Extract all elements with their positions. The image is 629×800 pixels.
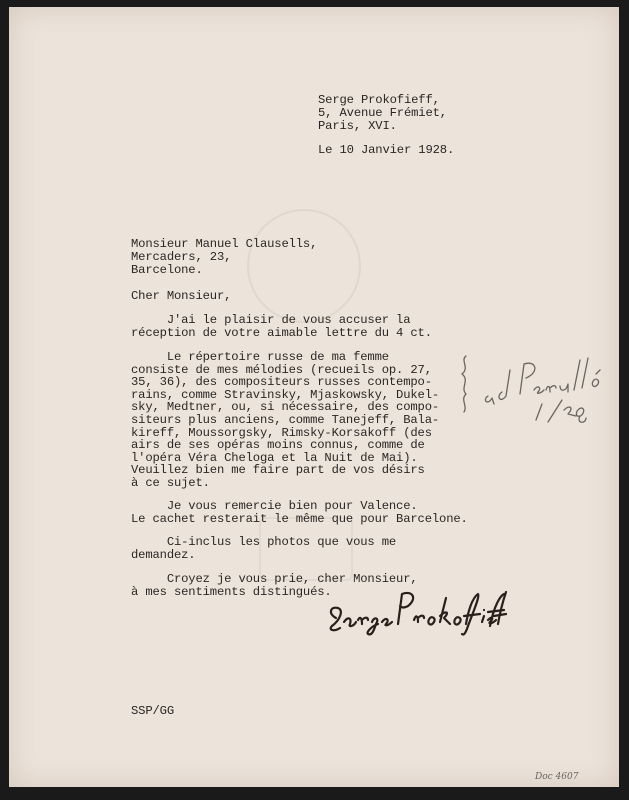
signature: [322, 576, 507, 638]
paragraph-repertoire: Le répertoire russe de ma femme consiste de mes mélodies (recueils op. 27, 35, 36), des compositeurs russes contempo- rains, comme Stravinsky, Mjaskowsky, Dukel- sky, Medtner, ou, si nécessaire, des compo- siteurs plus anciens, comme Tanejeff, Bala- kireff, Moussorgsky, Rimsky-Korsakoff (des airs de ses opéras moins connus, comme de l'opéra Véra Cheloga et la Nuit de Mai). Veuillez bien me faire part de vos désirs à ce sujet.: [131, 350, 440, 490]
recipient-line-3: Barcelone.: [131, 263, 203, 277]
typist-initials: SSP/GG: [131, 704, 174, 718]
recipient-line-1: Monsieur Manuel Clausells,: [131, 237, 318, 251]
paragraph-closing: Croyez je vous prie, cher Monsieur, à mes sentiments distingués.: [131, 572, 418, 599]
recipient-line-2: Mercaders, 23,: [131, 250, 232, 264]
svg-text:18/1/28: 18/1/28: [536, 426, 541, 427]
paragraph-valence: Je vous remercie bien pour Valence. Le cachet resterait le même que pour Barcelone.: [131, 499, 468, 526]
paragraph-photos: Ci-inclus les photos que vous me demandez.: [131, 535, 397, 562]
paragraph-acknowledgement: J'ai le plaisir de vous accuser la réception de votre aimable lettre du 4 ct.: [131, 313, 432, 340]
letter-date: Le 10 Janvier 1928.: [318, 143, 455, 157]
salutation: Cher Monsieur,: [131, 289, 232, 303]
paper-watermark: [247, 209, 361, 323]
sender-line-2: 5, Avenue Frémiet,: [318, 106, 447, 120]
handwritten-annotation: [456, 350, 606, 430]
sender-line-3: Paris, XVI.: [318, 119, 397, 133]
sender-line-1: Serge Prokofieff,: [318, 93, 440, 107]
archive-reference: Doc 4607: [535, 772, 579, 782]
